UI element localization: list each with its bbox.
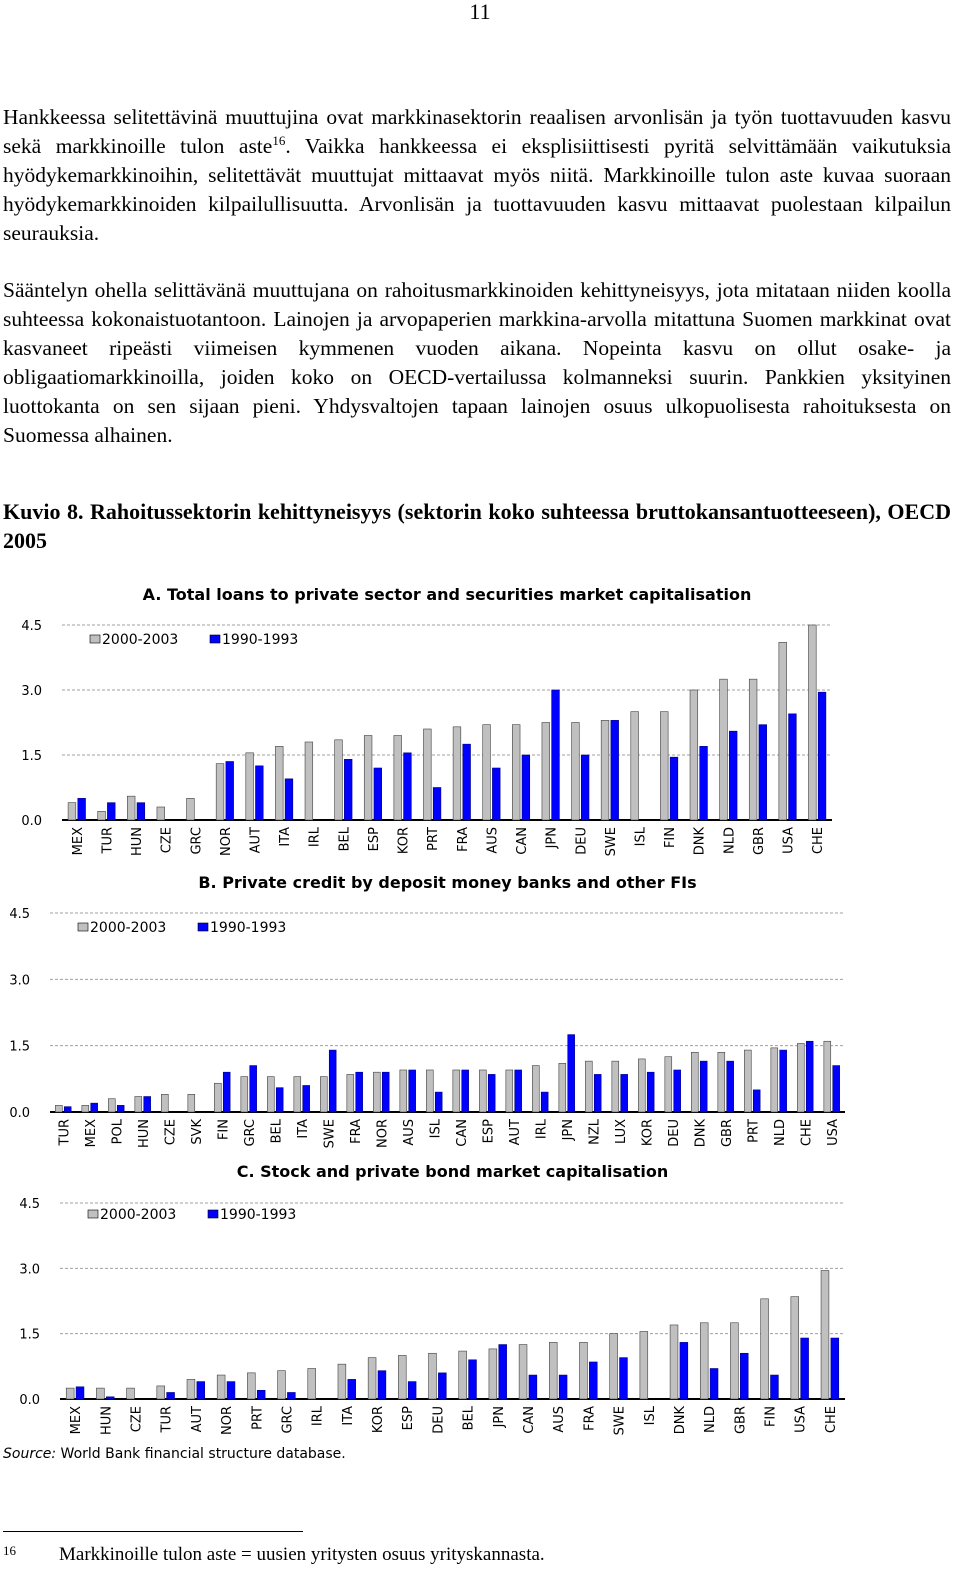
chart-a-category-label: ISL bbox=[633, 827, 649, 847]
chart-c-bar-prt-2000-2003 bbox=[247, 1373, 255, 1399]
chart-c-legend-label: 2000-2003 bbox=[100, 1207, 177, 1223]
chart-b-bar-nld-2000-2003 bbox=[771, 1048, 778, 1112]
chart-c-legend-swatch bbox=[208, 1210, 218, 1218]
chart-c-ytick-label: 1.5 bbox=[19, 1327, 40, 1343]
chart-b-bar-mex-2000-2003 bbox=[82, 1105, 89, 1112]
chart-a-bar-hun-2000-2003 bbox=[127, 796, 135, 820]
chart-b-bar-pol-2000-2003 bbox=[108, 1099, 115, 1112]
chart-b-ytick-label: 1.5 bbox=[9, 1039, 30, 1055]
chart-b-ytick-label: 4.5 bbox=[9, 907, 30, 922]
chart-c-bar-aut-2000-2003 bbox=[187, 1379, 195, 1399]
chart-b-bar-jpn-2000-2003 bbox=[559, 1063, 566, 1112]
chart-a-ytick-label: 1.5 bbox=[21, 749, 42, 764]
chart-b-bar-swe-2000-2003 bbox=[320, 1077, 327, 1112]
chart-a-bar-fin-1990-1993 bbox=[670, 757, 678, 820]
chart-a-bar-dnk-2000-2003 bbox=[690, 690, 698, 820]
chart-b-category-label: AUT bbox=[507, 1119, 523, 1146]
chart-a-category-label: KOR bbox=[396, 827, 412, 855]
chart-a-bar-irl-2000-2003 bbox=[305, 742, 313, 820]
chart-a-bar-nor-1990-1993 bbox=[226, 762, 234, 821]
chart-c-bar-esp-2000-2003 bbox=[398, 1355, 406, 1399]
chart-a-legend-label: 2000-2003 bbox=[102, 632, 179, 648]
chart-a-category-label: JPN bbox=[544, 827, 560, 849]
chart-b-category-label: HUN bbox=[136, 1119, 152, 1149]
chart-b-bar-dnk-1990-1993 bbox=[700, 1061, 707, 1112]
chart-b-bar-nzl-1990-1993 bbox=[594, 1074, 601, 1112]
chart-c-bar-jpn-2000-2003 bbox=[489, 1349, 497, 1399]
chart-a-bar-che-2000-2003 bbox=[808, 625, 816, 820]
chart-c-bar-ita-2000-2003 bbox=[338, 1364, 346, 1399]
chart-a-legend-swatch bbox=[210, 635, 220, 643]
chart-c-bar-swe-2000-2003 bbox=[610, 1334, 618, 1399]
chart-c-category-label: AUS bbox=[552, 1406, 568, 1433]
chart-c-bar-nor-1990-1993 bbox=[227, 1382, 235, 1399]
chart-c-bar-grc-1990-1993 bbox=[287, 1392, 295, 1399]
chart-a-bar-che-1990-1993 bbox=[818, 692, 826, 820]
chart-c-bar-aus-1990-1993 bbox=[559, 1375, 567, 1399]
chart-b-ytick-label: 3.0 bbox=[9, 973, 30, 989]
chart-c-bar-kor-2000-2003 bbox=[368, 1358, 376, 1399]
chart-a-category-label: NOR bbox=[218, 827, 234, 856]
chart-b-bar-tur-2000-2003 bbox=[55, 1105, 62, 1112]
chart-c-bar-jpn-1990-1993 bbox=[499, 1345, 507, 1399]
chart-a-bar-tur-1990-1993 bbox=[107, 803, 115, 820]
chart-c-bar-can-1990-1993 bbox=[529, 1375, 537, 1399]
chart-b-category-label: KOR bbox=[640, 1119, 656, 1147]
chart-b-category-label: BEL bbox=[269, 1119, 285, 1144]
chart-b-bar-fra-2000-2003 bbox=[347, 1074, 354, 1112]
chart-b-ytick-label: 0.0 bbox=[9, 1106, 30, 1121]
paragraph-1-text-b: . Vaikka hankkeessa ei eksplisiittisesti pyritä selvittämään vaikutuksia hyödykemarkkinoihin, selitettävät muuttujat mittaavat myös niitä. Markkinoille tulon aste kuvaa suoraan hyödykemarkkinoiden kilpailullisuutta. Arvonlisän ja tuottavuuden kasvu mittaavat puolestaan kilpailun seurauksia. bbox=[3, 134, 951, 245]
chart-b-bar-esp-1990-1993 bbox=[488, 1074, 495, 1112]
chart-b-bar-cze-2000-2003 bbox=[161, 1094, 168, 1112]
chart-b-bar-usa-2000-2003 bbox=[824, 1041, 831, 1112]
chart-c-category-label: GBR bbox=[733, 1406, 749, 1435]
chart-c-bar-mex-2000-2003 bbox=[66, 1388, 74, 1399]
chart-b-bar-can-1990-1993 bbox=[462, 1070, 469, 1112]
chart-c-category-label: GRC bbox=[280, 1406, 296, 1434]
chart-c-bar-grc-2000-2003 bbox=[278, 1371, 286, 1399]
chart-b-bar-prt-1990-1993 bbox=[753, 1090, 760, 1112]
footnote-reference[interactable]: 16 bbox=[272, 132, 286, 148]
chart-a-bar-deu-1990-1993 bbox=[581, 755, 589, 820]
chart-a-bar-prt-2000-2003 bbox=[423, 729, 431, 820]
chart-a-ytick-label: 3.0 bbox=[21, 684, 42, 699]
chart-a-bar-tur-2000-2003 bbox=[98, 811, 106, 820]
chart-b-bar-lux-1990-1993 bbox=[621, 1074, 628, 1112]
chart-c-bar-kor-1990-1993 bbox=[378, 1371, 386, 1399]
chart-b-bar-grc-2000-2003 bbox=[241, 1077, 248, 1112]
chart-a-bar-swe-1990-1993 bbox=[611, 720, 619, 820]
page-number: 11 bbox=[469, 0, 491, 24]
chart-b-bar-deu-1990-1993 bbox=[674, 1070, 681, 1112]
chart-c-bar-fin-2000-2003 bbox=[761, 1299, 769, 1399]
chart-a-bar-gbr-1990-1993 bbox=[759, 725, 767, 820]
chart-b-category-label: AUS bbox=[401, 1119, 417, 1146]
chart-b-bar-nzl-2000-2003 bbox=[585, 1061, 592, 1112]
chart-b-bar-grc-1990-1993 bbox=[250, 1066, 257, 1112]
chart-c-bar-mex-1990-1993 bbox=[76, 1387, 84, 1399]
chart-a-title: A. Total loans to private sector and securities market capitalisation bbox=[142, 585, 752, 604]
chart-b-bar-aus-2000-2003 bbox=[400, 1070, 407, 1112]
chart-a-bar-can-1990-1993 bbox=[522, 755, 530, 820]
chart-c-bar-ita-1990-1993 bbox=[348, 1379, 356, 1399]
chart-a-bar-gbr-2000-2003 bbox=[749, 679, 757, 820]
chart-c-bar-deu-1990-1993 bbox=[438, 1373, 446, 1399]
chart-a-bar-isl-2000-2003 bbox=[631, 712, 639, 820]
chart-c-ytick-label: 0.0 bbox=[19, 1393, 40, 1408]
chart-a-bar-prt-1990-1993 bbox=[433, 788, 441, 821]
chart-b-category-label: NZL bbox=[587, 1119, 603, 1145]
chart-a-category-label: MEX bbox=[70, 827, 86, 856]
chart-c-category-label: USA bbox=[793, 1406, 809, 1433]
chart-a-legend-label: 1990-1993 bbox=[222, 632, 299, 648]
chart-c-category-label: TUR bbox=[159, 1406, 175, 1433]
chart-b-category-label: DNK bbox=[693, 1119, 709, 1148]
chart-b-bar-che-2000-2003 bbox=[797, 1043, 804, 1112]
chart-c-bar-fra-1990-1993 bbox=[589, 1362, 597, 1399]
chart-b-category-label: ISL bbox=[428, 1119, 444, 1139]
chart-a-category-label: TUR bbox=[100, 827, 116, 854]
chart-b-bar-can-2000-2003 bbox=[453, 1070, 460, 1112]
chart-b-category-label: NLD bbox=[772, 1119, 788, 1146]
chart-b-bar-kor-2000-2003 bbox=[638, 1059, 645, 1112]
chart-c-category-label: JPN bbox=[491, 1406, 507, 1428]
chart-a-bar-dnk-1990-1993 bbox=[700, 746, 708, 820]
chart-b-category-label: IRL bbox=[534, 1119, 550, 1140]
chart-c-bar-bel-1990-1993 bbox=[469, 1360, 477, 1399]
chart-a-bar-bel-2000-2003 bbox=[335, 740, 343, 820]
chart-a-bar-mex-1990-1993 bbox=[78, 798, 86, 820]
chart-c-bar-isl-2000-2003 bbox=[640, 1331, 648, 1399]
chart-a-bar-aut-1990-1993 bbox=[256, 766, 264, 820]
chart-c-category-label: HUN bbox=[99, 1406, 115, 1436]
chart-c-category-label: MEX bbox=[69, 1406, 85, 1435]
chart-a-bar-swe-2000-2003 bbox=[601, 720, 609, 820]
chart-c-category-label: CHE bbox=[823, 1406, 839, 1434]
chart-a-bar-can-2000-2003 bbox=[512, 725, 520, 820]
chart-b-legend-swatch bbox=[78, 923, 88, 931]
chart-a-category-label: IRL bbox=[307, 827, 323, 848]
chart-a-bar-jpn-2000-2003 bbox=[542, 723, 550, 821]
chart-b-category-label: TUR bbox=[57, 1119, 73, 1146]
chart-b-bar-aus-1990-1993 bbox=[409, 1070, 416, 1112]
chart-a-category-label: CZE bbox=[159, 827, 175, 854]
chart-c-category-label: ISL bbox=[642, 1406, 658, 1426]
chart-a-bar-grc-2000-2003 bbox=[187, 798, 195, 820]
chart-b-bar-gbr-2000-2003 bbox=[718, 1052, 725, 1112]
chart-c-category-label: FRA bbox=[582, 1406, 598, 1431]
chart-c-ytick-label: 3.0 bbox=[19, 1262, 40, 1278]
chart-b-bar-fin-2000-2003 bbox=[214, 1083, 221, 1112]
chart-c-category-label: PRT bbox=[250, 1406, 266, 1430]
chart-a-bar-hun-1990-1993 bbox=[137, 803, 145, 820]
chart-b-bar-tur-1990-1993 bbox=[64, 1107, 71, 1112]
chart-b-bar-kor-1990-1993 bbox=[647, 1072, 654, 1112]
chart-b-category-label: JPN bbox=[560, 1119, 576, 1141]
chart-b-bar-nor-1990-1993 bbox=[382, 1072, 389, 1112]
chart-a-category-label: AUS bbox=[485, 827, 501, 854]
chart-b-bar-esp-2000-2003 bbox=[479, 1070, 486, 1112]
chart-c-category-label: DNK bbox=[672, 1406, 688, 1435]
chart-b-category-label: CHE bbox=[799, 1119, 815, 1147]
chart-a-category-label: GRC bbox=[189, 827, 205, 855]
chart-c-bar-gbr-2000-2003 bbox=[730, 1323, 738, 1399]
chart-a-bar-deu-2000-2003 bbox=[572, 723, 580, 821]
chart-c-legend-label: 1990-1993 bbox=[220, 1207, 297, 1223]
chart-a-category-label: DNK bbox=[692, 827, 708, 856]
figure-source bbox=[3, 1446, 346, 1462]
chart-b-bar-bel-2000-2003 bbox=[267, 1077, 274, 1112]
chart-b-category-label: FIN bbox=[216, 1119, 232, 1141]
chart-c-category-label: ESP bbox=[401, 1406, 417, 1431]
chart-b-bar-mex-1990-1993 bbox=[91, 1103, 98, 1112]
chart-c-bar-che-1990-1993 bbox=[831, 1338, 839, 1399]
chart-b-category-label: POL bbox=[110, 1119, 126, 1145]
chart-b-bar-nld-1990-1993 bbox=[780, 1050, 787, 1112]
chart-c-category-label: FIN bbox=[763, 1406, 779, 1428]
chart-c-category-label: CAN bbox=[521, 1406, 537, 1434]
chart-b-bar-gbr-1990-1993 bbox=[727, 1061, 734, 1112]
source-text: World Bank financial structure database. bbox=[56, 1446, 346, 1462]
chart-b-bar-isl-1990-1993 bbox=[435, 1092, 442, 1112]
chart-c-bar-nld-2000-2003 bbox=[700, 1323, 708, 1399]
chart-c-bar-usa-2000-2003 bbox=[791, 1297, 799, 1399]
chart-b-bar-isl-2000-2003 bbox=[426, 1070, 433, 1112]
chart-a-bar-kor-2000-2003 bbox=[394, 736, 402, 821]
chart-a-category-label: FIN bbox=[663, 827, 679, 849]
chart-b-bar-swe-1990-1993 bbox=[329, 1050, 336, 1112]
chart-b-bar-aut-2000-2003 bbox=[506, 1070, 513, 1112]
chart-c-bar-esp-1990-1993 bbox=[408, 1382, 416, 1399]
chart-b-legend-swatch bbox=[198, 923, 208, 931]
chart-a-legend-swatch bbox=[90, 635, 100, 643]
chart-b-bar-dnk-2000-2003 bbox=[691, 1052, 698, 1112]
chart-b-category-label: ITA bbox=[295, 1119, 311, 1139]
chart-b-bar-lux-2000-2003 bbox=[612, 1061, 619, 1112]
chart-b-bar-che-1990-1993 bbox=[806, 1041, 813, 1112]
chart-a-category-label: USA bbox=[781, 827, 797, 854]
chart-b-bar-nor-2000-2003 bbox=[373, 1072, 380, 1112]
chart-c-category-label: ITA bbox=[340, 1406, 356, 1426]
chart-a-category-label: SWE bbox=[603, 827, 619, 857]
chart-c-category-label: NLD bbox=[703, 1406, 719, 1433]
chart-c-bar-dnk-2000-2003 bbox=[670, 1325, 678, 1399]
chart-b-bar-fra-1990-1993 bbox=[356, 1072, 363, 1112]
chart-c-category-label: DEU bbox=[431, 1406, 447, 1434]
chart-b-category-label: FRA bbox=[348, 1119, 364, 1144]
chart-b-bar-hun-2000-2003 bbox=[135, 1097, 142, 1112]
chart-b-category-label: CZE bbox=[163, 1119, 179, 1146]
chart-a-category-label: PRT bbox=[426, 827, 442, 851]
chart-a-category-label: GBR bbox=[751, 827, 767, 856]
chart-c-bar-nld-1990-1993 bbox=[710, 1369, 718, 1399]
chart-c-bar-hun-2000-2003 bbox=[96, 1388, 104, 1399]
chart-c-category-label: SWE bbox=[612, 1406, 628, 1436]
chart-b-bar-deu-2000-2003 bbox=[665, 1057, 672, 1112]
chart-c-bar-tur-1990-1993 bbox=[167, 1392, 175, 1399]
chart-c-bar-usa-1990-1993 bbox=[801, 1338, 809, 1399]
chart-c-bar-aut-1990-1993 bbox=[197, 1382, 205, 1399]
chart-a-category-label: DEU bbox=[574, 827, 590, 855]
chart-a-category-label: ITA bbox=[278, 827, 294, 847]
chart-c-bar-deu-2000-2003 bbox=[429, 1353, 437, 1399]
chart-b-bar-hun-1990-1993 bbox=[144, 1097, 151, 1112]
paragraph-2: Sääntelyn ohella selittävänä muuttujana on rahoitusmarkkinoiden kehittyneisyys, jota mitataan niiden koolla suhteessa kokonaistuotantoon. Lainojen ja arvopaperien markkina-arvolla mitattuna Suomen markkinat ovat kasvaneet ripeästi viimeisen kymmenen vuoden aikana. Nopeinta kasvu on ollut osake- ja obligaatiomarkkinoilla, joiden koko on OECD-vertailussa kolmanneksi suurin. Pankkien yksityinen luottokanta on sen sijaan pieni. Yhdysvaltojen tapaan lainojen osuus ulkopuolisesta rahoituksesta on Suomessa alhainen. bbox=[3, 278, 951, 447]
chart-c-bar-bel-2000-2003 bbox=[459, 1351, 467, 1399]
chart-c-bar-tur-2000-2003 bbox=[157, 1386, 165, 1399]
chart-c-bar-gbr-1990-1993 bbox=[740, 1353, 748, 1399]
chart-c-category-label: NOR bbox=[220, 1406, 236, 1435]
chart-b-category-label: GRC bbox=[242, 1119, 258, 1147]
chart-a-bar-fra-1990-1993 bbox=[463, 744, 471, 820]
chart-c-bar-fin-1990-1993 bbox=[771, 1375, 779, 1399]
footnote-number: 16 bbox=[3, 1543, 16, 1558]
chart-c-bar-aus-2000-2003 bbox=[549, 1342, 557, 1399]
chart-c-bar-prt-1990-1993 bbox=[257, 1390, 265, 1399]
chart-c-category-label: CZE bbox=[129, 1406, 145, 1433]
chart-a-bar-nor-2000-2003 bbox=[216, 764, 224, 820]
chart-b-bar-ita-1990-1993 bbox=[303, 1085, 310, 1112]
chart-c-bar-fra-2000-2003 bbox=[580, 1342, 588, 1399]
chart-c-bar-dnk-1990-1993 bbox=[680, 1342, 688, 1399]
chart-c-ytick-label: 4.5 bbox=[19, 1197, 40, 1212]
chart-b-bar-aut-1990-1993 bbox=[515, 1070, 522, 1112]
chart-b-bar-irl-1990-1993 bbox=[541, 1092, 548, 1112]
chart-b-bar-jpn-1990-1993 bbox=[568, 1035, 575, 1112]
chart-a-bar-usa-2000-2003 bbox=[779, 642, 787, 820]
chart-a-bar-esp-2000-2003 bbox=[364, 736, 372, 821]
chart-b-category-label: CAN bbox=[454, 1119, 470, 1147]
chart-c-category-label: AUT bbox=[189, 1406, 205, 1433]
chart-c-title: C. Stock and private bond market capitalisation bbox=[236, 1162, 669, 1181]
chart-c-legend-swatch bbox=[88, 1210, 98, 1218]
chart-c-category-label: IRL bbox=[310, 1406, 326, 1427]
chart-a-category-label: HUN bbox=[130, 827, 146, 857]
chart-a-ytick-label: 4.5 bbox=[21, 619, 42, 634]
chart-b-category-label: DEU bbox=[666, 1119, 682, 1147]
chart-b-title: B. Private credit by deposit money banks and other FIs bbox=[198, 873, 697, 892]
chart-c-bar-can-2000-2003 bbox=[519, 1345, 527, 1399]
chart-a-bar-aus-2000-2003 bbox=[483, 725, 491, 820]
chart-a-bar-kor-1990-1993 bbox=[404, 753, 412, 820]
chart-a-bar-jpn-1990-1993 bbox=[552, 690, 560, 820]
paragraph-1-text-a: Hankkeessa selitettävinä muuttujina ovat markkinasektorin reaalisen arvonlisän ja työn tuottavuuden kasvu sekä markkinoille tulon aste bbox=[3, 105, 951, 158]
chart-b-bar-usa-1990-1993 bbox=[833, 1066, 840, 1112]
chart-b-legend-label: 1990-1993 bbox=[210, 920, 287, 936]
chart-a-bar-usa-1990-1993 bbox=[789, 714, 797, 820]
figure-caption: Kuvio 8. Rahoitussektorin kehittyneisyys (sektorin koko suhteessa bruttokansantuotteeseen), OECD 2005 bbox=[3, 499, 951, 553]
chart-b-category-label: SWE bbox=[322, 1119, 338, 1149]
chart-a-category-label: CAN bbox=[515, 827, 531, 855]
chart-b-category-label: PRT bbox=[746, 1119, 762, 1143]
chart-a-category-label: NLD bbox=[722, 827, 738, 854]
chart-a-bar-cze-2000-2003 bbox=[157, 807, 165, 820]
chart-b-category-label: LUX bbox=[613, 1119, 629, 1145]
chart-c-bar-swe-1990-1993 bbox=[620, 1358, 628, 1399]
chart-a-bar-fra-2000-2003 bbox=[453, 727, 461, 820]
chart-a-ytick-label: 0.0 bbox=[21, 814, 42, 829]
chart-a-bar-aut-2000-2003 bbox=[246, 753, 254, 820]
chart-a-bar-ita-2000-2003 bbox=[275, 746, 283, 820]
chart-a-bar-bel-1990-1993 bbox=[344, 759, 352, 820]
chart-c-bar-cze-2000-2003 bbox=[127, 1388, 135, 1399]
chart-b-bar-irl-2000-2003 bbox=[532, 1066, 539, 1112]
chart-b-legend-label: 2000-2003 bbox=[90, 920, 167, 936]
chart-a-category-label: AUT bbox=[248, 827, 264, 854]
chart-a-bar-aus-1990-1993 bbox=[492, 768, 500, 820]
chart-c-bar-irl-2000-2003 bbox=[308, 1369, 316, 1399]
chart-a-category-label: FRA bbox=[455, 827, 471, 852]
chart-c-bar-hun-1990-1993 bbox=[106, 1397, 114, 1399]
chart-b-category-label: MEX bbox=[83, 1119, 99, 1148]
chart-c-category-label: KOR bbox=[371, 1406, 387, 1434]
chart-b-category-label: SVK bbox=[189, 1119, 205, 1145]
chart-b-bar-prt-2000-2003 bbox=[744, 1050, 751, 1112]
chart-a-bar-nld-1990-1993 bbox=[729, 731, 737, 820]
chart-a-bar-fin-2000-2003 bbox=[660, 712, 668, 820]
chart-c-bar-nor-2000-2003 bbox=[217, 1375, 225, 1399]
chart-a-bar-mex-2000-2003 bbox=[68, 803, 76, 820]
chart-b-category-label: GBR bbox=[719, 1119, 735, 1148]
figure-charts bbox=[0, 575, 960, 1447]
chart-a-category-label: ESP bbox=[366, 827, 382, 852]
chart-a-bar-esp-1990-1993 bbox=[374, 768, 382, 820]
chart-a-category-label: BEL bbox=[337, 827, 353, 852]
paragraph-1 bbox=[3, 103, 951, 248]
chart-c-bar-che-2000-2003 bbox=[821, 1271, 829, 1399]
chart-b-bar-svk-2000-2003 bbox=[188, 1094, 195, 1112]
chart-c-category-label: BEL bbox=[461, 1406, 477, 1431]
chart-b-bar-fin-1990-1993 bbox=[223, 1072, 230, 1112]
footnote-text: Markkinoille tulon aste = uusien yritysten osuus yrityskannasta. bbox=[59, 1544, 545, 1565]
chart-a-bar-ita-1990-1993 bbox=[285, 779, 293, 820]
chart-b-category-label: USA bbox=[825, 1119, 841, 1146]
chart-b-category-label: ESP bbox=[481, 1119, 497, 1144]
chart-b-category-label: NOR bbox=[375, 1119, 391, 1148]
chart-b-bar-bel-1990-1993 bbox=[276, 1088, 283, 1112]
chart-a-category-label: CHE bbox=[811, 827, 827, 855]
source-label: Source: bbox=[3, 1446, 57, 1462]
chart-b-bar-ita-2000-2003 bbox=[294, 1077, 301, 1112]
footnote-divider bbox=[3, 1531, 303, 1532]
chart-b-bar-pol-1990-1993 bbox=[117, 1105, 124, 1112]
chart-a-bar-nld-2000-2003 bbox=[720, 679, 728, 820]
